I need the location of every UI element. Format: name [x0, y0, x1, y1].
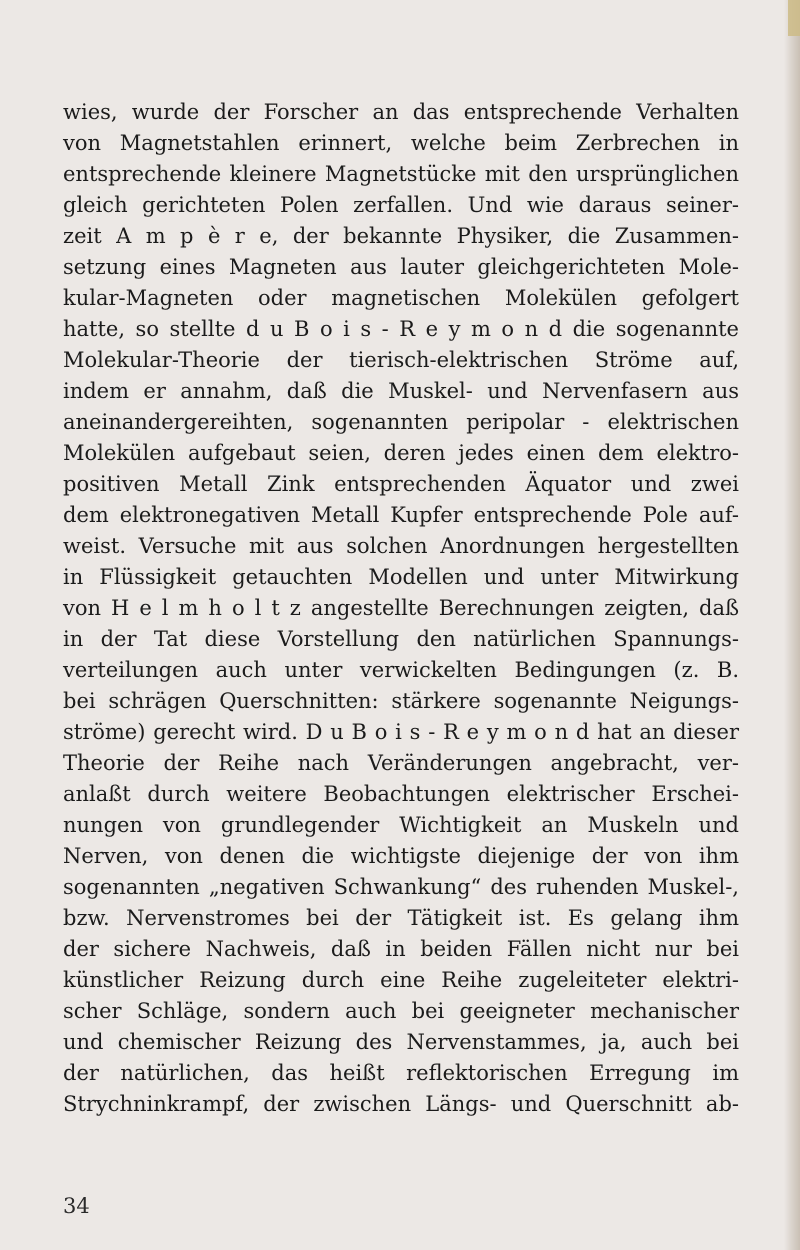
text-line: bzw. Nervenstromes bei der Tätigkeit ist. Es gelang ihm: [63, 906, 739, 930]
text-line: Strychninkrampf, der zwischen Längs- und Querschnitt ab-: [63, 1092, 739, 1116]
text-line: in Flüssigkeit getauchten Modellen und unter Mitwirkung: [63, 565, 739, 589]
text-line: hatte, so stellte d u B o i s - R e y m o n d die sogenannte: [63, 317, 739, 341]
page-number: 34: [63, 1194, 90, 1218]
text-line: kular-Magneten oder magnetischen Molekülen gefolgert: [63, 286, 739, 310]
text-line: Molekular-Theorie der tierisch-elektrischen Ströme auf,: [63, 348, 739, 372]
text-line: sogenannten „negativen Schwankung“ des ruhenden Muskel-,: [63, 875, 739, 899]
body-text: [63, 97, 739, 1120]
text-line: Nerven, von denen die wichtigste diejenige der von ihm: [63, 844, 739, 868]
text-line: nungen von grundlegender Wichtigkeit an Muskeln und: [63, 813, 739, 837]
text-line: von H e l m h o l t z angestellte Berechnungen zeigten, daß: [63, 596, 739, 620]
text-line: anlaßt durch weitere Beobachtungen elektrischer Erschei-: [63, 782, 739, 806]
text-line: scher Schläge, sondern auch bei geeigneter mechanischer: [63, 999, 739, 1023]
text-line: der natürlichen, das heißt reflektorischen Erregung im: [63, 1061, 739, 1085]
text-line: künstlicher Reizung durch eine Reihe zugeleiteter elektri-: [63, 968, 739, 992]
text-line: wies, wurde der Forscher an das entsprechende Verhalten: [63, 100, 739, 124]
page-spine-shadow: [784, 0, 800, 1250]
text-line: und chemischer Reizung des Nervenstammes, ja, auch bei: [63, 1030, 739, 1054]
text-line: dem elektronegativen Metall Kupfer entsprechende Pole auf-: [63, 503, 739, 527]
text-line: Molekülen aufgebaut seien, deren jedes einen dem elektro-: [63, 441, 739, 465]
text-line: setzung eines Magneten aus lauter gleichgerichteten Mole-: [63, 255, 739, 279]
text-line: verteilungen auch unter verwickelten Bedingungen (z. B.: [63, 658, 739, 682]
text-line: der sichere Nachweis, daß in beiden Fällen nicht nur bei: [63, 937, 739, 961]
text-line: zeit A m p è r e, der bekannte Physiker, die Zusammen-: [63, 224, 739, 248]
text-line: bei schrägen Querschnitten: stärkere sogenannte Neigungs-: [63, 689, 739, 713]
text-line: in der Tat diese Vorstellung den natürlichen Spannungs-: [63, 627, 739, 651]
text-line: entsprechende kleinere Magnetstücke mit den ursprünglichen: [63, 162, 739, 186]
text-line: indem er annahm, daß die Muskel- und Nervenfasern aus: [63, 379, 739, 403]
text-line: ströme) gerecht wird. D u B o i s - R e y m o n d hat an dieser: [63, 720, 739, 744]
text-line: weist. Versuche mit aus solchen Anordnungen hergestellten: [63, 534, 739, 558]
text-line: aneinandergereihten, sogenannten peripolar - elektrischen: [63, 410, 739, 434]
text-line: positiven Metall Zink entsprechenden Äquator und zwei: [63, 472, 739, 496]
text-line: gleich gerichteten Polen zerfallen. Und wie daraus seiner-: [63, 193, 739, 217]
page-edge-mark: [788, 0, 800, 36]
text-line: von Magnetstahlen erinnert, welche beim Zerbrechen in: [63, 131, 739, 155]
text-line: Theorie der Reihe nach Veränderungen angebracht, ver-: [63, 751, 739, 775]
